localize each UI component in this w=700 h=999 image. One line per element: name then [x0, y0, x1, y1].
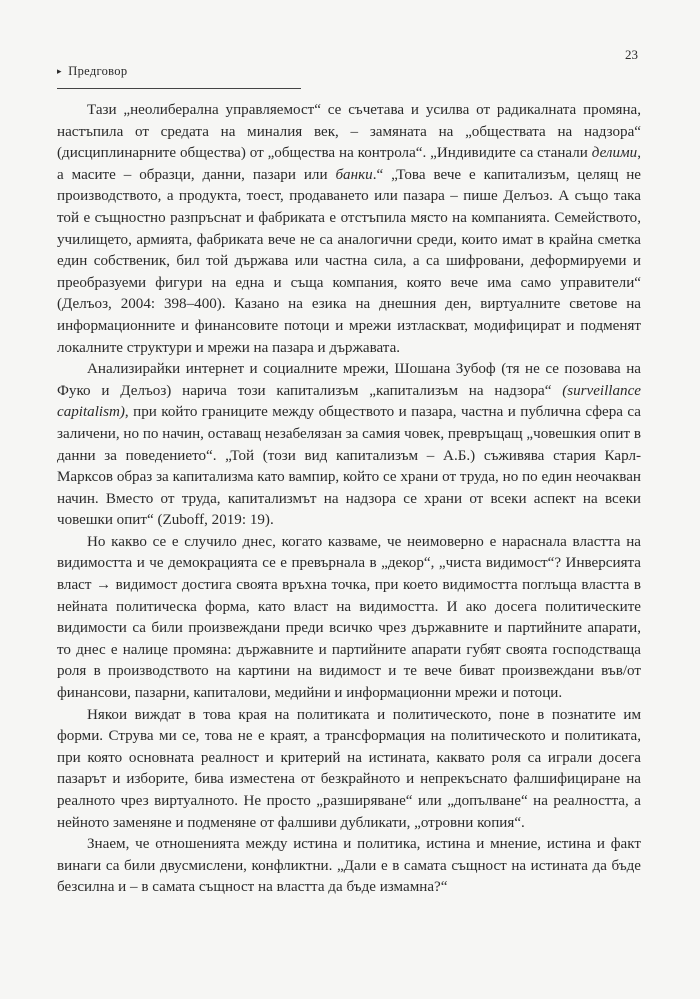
section-marker-icon: ▸	[57, 66, 62, 76]
text-run: Но какво се е случило днес, когато казваме, че неимоверно е нараснала властта на видимостта и че демокрацията се е превърнала в „декор“, „чиста видимост“? Инверсията власт → видимост достига своята връхна точка, при което видимостта поглъща властта в нейната политическа форма, като власт на видимостта. И ако досега политическите видимости са били произвеждани преди всичко чрез държавните и партийните апарати, то днес е налице промяна: държавните и партийните апарати губят своята господстваща роля в производството на картини на видимост и те вече биват произвеждани във/от финансови, пазарни, капиталови, медийни и информационни мрежи и потоци.	[57, 533, 641, 702]
italic-text: (surveillance capitalism)	[57, 382, 641, 421]
text-run: , при който границите между обществото и пазара, частна и публична сфера са заличени, но по начин, оставащ незабелязан за самия човек, превръщащ „човешкия опит в данни за поведението“. „Той (този вид капитализъм – А.Б.) съживява стария Карл-Марксов образ за капитализма като вампир, който се храни от труда, но по един неочакван начин. Вместо от труда, капитализмът на надзора се храни от всеки аспект на всеки човешки опит“ (Zuboff, 2019: 19).	[57, 404, 641, 529]
paragraph	[57, 532, 641, 705]
text-run: , а масите – образци, данни, пазари или	[57, 145, 641, 183]
text-run: Знаем, че отношенията между истина и политика, истина и мнение, истина и факт винаги са били двусмислени, конфликтни. „Дали е в самата същност на истината да бъде безсилна и – в самата същност на властта да бъде измамна?“	[57, 836, 641, 896]
paragraph	[57, 359, 641, 532]
running-header	[57, 64, 301, 89]
text-run: Тази „неолиберална управляемост“ се съчетава и усилва от радикалната промяна, настъпила от средата на миналия век, – замяната на „обществата на надзора“ (дисциплинарните общества) от „общества на контрола“. „Индивидите са станали	[57, 102, 641, 162]
body-text	[57, 100, 641, 899]
paragraph	[57, 100, 641, 359]
text-run: .“ „Това вече е капитализъм, целящ не производството, а продукта, тоест, продаването или пазара – пише Делъоз. А също така той е същностно разпръснат и фабриката е отстъпила място на компанията. Семейството, училището, армията, фабриката вече не са аналогични среди, които имат в крайна сметка един собственик, бил той държава или частна сила, а са шифровани, деформируеми и преобразуеми фигури на една и съща компания, която вече има само управители“ (Делъоз, 2004: 398–400). Казано на езика на днешния ден, виртуалните светове на информационните и финансовите потоци и мрежи изтласкват, модифицират и подменят локалните структури и мрежи на пазара и държавата.	[57, 166, 641, 356]
page-number: 23	[625, 47, 638, 62]
italic-text: делими	[591, 145, 638, 162]
text-run: Някои виждат в това края на политиката и политическото, поне в познатите им форми. Струва ми се, това не е краят, а трансформация на политическото и политиката, при която основната реалност и критерий на истината, каквато роля са играли досега пазарът и изборите, бива изместена от безкрайното и непрекъснато фалшифициране на реалното чрез виртуалното. Не просто „разширяване“ или „допълване“ на реалността, а нейното заменяне и подменяне от фалшиви дубликати, „отровни копия“.	[57, 706, 641, 831]
paragraph	[57, 705, 641, 835]
section-title: Предговор	[68, 64, 128, 78]
text-run: Анализирайки интернет и социалните мрежи, Шошана Зубоф (тя не се позовава на Фуко и Делъоз) нарича този капитализъм „капитализъм на надзора“	[57, 361, 641, 399]
paragraph	[57, 834, 641, 899]
italic-text: банки	[335, 166, 373, 183]
